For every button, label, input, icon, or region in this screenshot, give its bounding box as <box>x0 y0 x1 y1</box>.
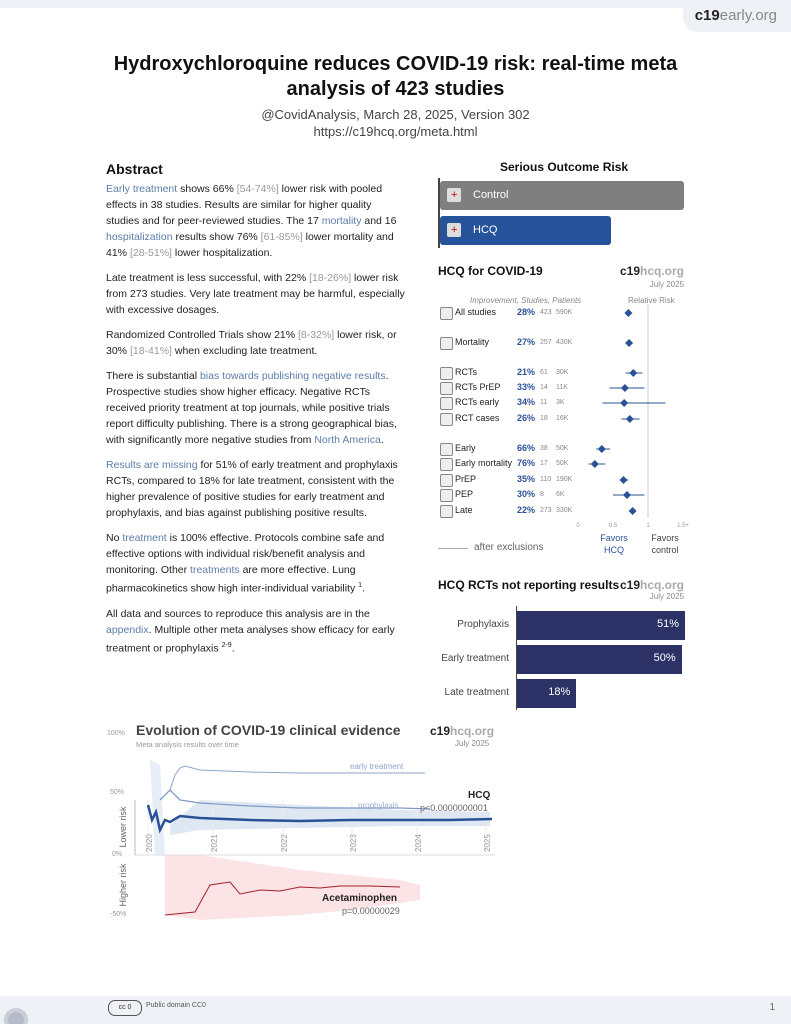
license-text: Public domain CC0 <box>146 1002 206 1009</box>
forest-row-improvement: 76% <box>517 458 536 468</box>
abstract-p1: Early treatment shows 66% [54-74%] lower risk with pooled effects in 38 studies. Results are similar for higher quality studies and for peer-reviewed studies. The 17 mortality and 16 hospitalization results show 76% [61-85%] lower mortality and 41% [28-51%] lower hospitalization. <box>106 183 397 259</box>
not-reporting-brand: c19hcq.org <box>619 578 684 592</box>
link-appendix[interactable]: appendix <box>106 623 149 636</box>
acetaminophen-label: Acetaminophen <box>322 893 398 904</box>
evolution-date: July 2025 <box>455 739 490 748</box>
prophylaxis-label: prophylaxis <box>358 801 399 810</box>
abstract-p7: All data and sources to reproduce this analysis are in the appendix. Multiple other meta analyses show efficacy for early treatment or prophylaxis $^{2-9}$. <box>106 607 395 654</box>
abstract-p4: There is substantial bias towards publishing negative results. Prospective studies show higher efficacy. Negative RCTs received priority treatment at top journals, while positive trials report difficulty publishing. There is a strong geographical bias, with significantly more negative studies from North America. <box>106 370 397 446</box>
forest-tick-label: 0 <box>576 523 580 529</box>
abstract-p3: Randomized Controlled Trials show 21% [8-32%] lower risk, or 30% [18-41%] when excluding late treatment. <box>106 329 397 357</box>
evo-y0: 0% <box>112 851 123 858</box>
link-results-missing[interactable]: Results are missing <box>106 459 198 471</box>
forest-row-studies: 17 <box>540 460 548 467</box>
forest-row-label: RCT cases <box>455 413 500 423</box>
forest-row-label: Mortality <box>455 337 490 347</box>
evolution-brand: c19hcq.org <box>430 724 495 738</box>
forest-row-patients: 50K <box>556 460 569 467</box>
forest-row-patients: 16K <box>556 415 569 422</box>
year-label: 2022 <box>280 834 289 852</box>
forest-row-label: Late <box>455 505 473 515</box>
not-reporting-date: July 2025 <box>649 592 684 601</box>
forest-row-improvement: 66% <box>517 443 536 453</box>
serious-outcome-title: Serious Outcome Risk <box>500 160 629 174</box>
forest-col-header: Improvement, Studies, Patients <box>470 296 582 305</box>
forest-row-improvement: 28% <box>517 307 536 317</box>
forest-tick-label: 0.5 <box>608 523 618 529</box>
forest-row-studies: 11 <box>540 399 548 406</box>
forest-row-improvement: 35% <box>517 474 536 484</box>
forest-row-label: All studies <box>455 307 497 317</box>
forest-brand: c19hcq.org <box>619 264 684 278</box>
year-label: 2021 <box>210 834 219 852</box>
forest-row-studies: 110 <box>540 476 552 483</box>
forest-row-studies: 273 <box>540 507 552 514</box>
forest-tick-label: 1 <box>646 523 650 529</box>
forest-row-studies: 18 <box>540 415 548 422</box>
forest-row-studies: 38 <box>540 445 548 452</box>
forest-row-patients: 190K <box>556 476 573 483</box>
cc-zero-icon[interactable]: cc 0 <box>108 1000 142 1016</box>
forest-row-patients: 6K <box>556 491 565 498</box>
link-early-treatment[interactable]: Early treatment <box>106 183 178 195</box>
forest-row-improvement: 30% <box>517 489 536 499</box>
forest-row-patients: 11K <box>556 384 568 391</box>
forest-row-studies: 423 <box>540 309 552 316</box>
forest-row-label: PrEP <box>455 474 477 484</box>
favors-hcq-label: Favors HCQ <box>600 533 628 555</box>
link-north-america[interactable]: North America <box>314 434 381 446</box>
nr-bar-label: Early treatment <box>441 653 509 664</box>
abstract-p6: No treatment is 100% effective. Protocols combine safe and effective options with individual risk/benefit analysis and monitoring. Other treatments are more effective. Lung pharmacokinetics show high inter-individual variability $^1$. <box>106 532 385 595</box>
nr-bar-value: 51% <box>656 618 679 630</box>
abstract-p5: Results are missing for 51% of early treatment and prophylaxis RCTs, compared to 18% for late treatment, consistent with the higher prevalence of positive studies for early treatment and prophylaxis, and bias against publishing positive results. <box>106 459 398 519</box>
evo-yn50: -50% <box>110 911 127 918</box>
forest-row-label: RCTs <box>455 367 477 377</box>
evo-y100: 100% <box>107 730 125 737</box>
virus-icon <box>0 996 40 1024</box>
forest-row-patients: 50K <box>556 445 569 452</box>
evolution-title: Evolution of COVID-19 clinical evidence <box>136 722 401 738</box>
after-exclusions-label: after exclusions <box>474 542 544 553</box>
forest-row-label: PEP <box>455 489 474 499</box>
year-label: 2025 <box>483 834 492 852</box>
link-treatment[interactable]: treatment <box>122 532 167 544</box>
year-label: 2024 <box>414 834 423 852</box>
forest-row-improvement: 26% <box>517 413 536 423</box>
page-url[interactable]: https://c19hcq.org/meta.html <box>313 124 478 139</box>
page-title: Hydroxychloroquine reduces COVID-19 risk: real-time meta analysis of 423 studies <box>113 53 678 100</box>
forest-row-label: Early <box>455 443 476 453</box>
hospital-icon: + <box>447 188 461 202</box>
evo-y50: 50% <box>110 789 125 796</box>
forest-row-studies: 8 <box>540 491 544 498</box>
page-number: 1 <box>769 1002 775 1013</box>
hcq-p-value: p<0.0000000001 <box>420 803 488 813</box>
forest-row-patients: 590K <box>556 309 573 316</box>
abstract-heading: Abstract <box>106 161 163 177</box>
link-mortality[interactable]: mortality <box>321 215 362 227</box>
forest-row-studies: 14 <box>540 384 548 391</box>
evolution-subtitle: Meta analysis results over time <box>136 740 239 749</box>
forest-row-label: RCTs early <box>455 397 500 407</box>
hcq-label: HCQ <box>473 224 498 236</box>
abstract-p2: Late treatment is less successful, with 22% [18-26%] lower risk from 273 studies. Very late treatment may be harmful, especially with excessive dosages. <box>106 272 405 316</box>
nr-bar-label: Prophylaxis <box>457 619 509 630</box>
forest-row-patients: 3K <box>556 399 565 406</box>
link-treatments[interactable]: treatments <box>190 564 240 576</box>
not-reporting-title: HCQ RCTs not reporting results <box>438 578 620 592</box>
forest-row-improvement: 21% <box>517 367 536 377</box>
hcq-series-label: HCQ <box>468 790 491 801</box>
year-label: 2023 <box>349 834 358 852</box>
forest-date: July 2025 <box>649 280 684 289</box>
nr-bar-value: 50% <box>653 652 676 664</box>
link-hospitalization[interactable]: hospitalization <box>106 231 173 243</box>
control-label: Control <box>473 189 509 201</box>
forest-row-improvement: 34% <box>517 397 536 407</box>
lower-risk-label: Lower risk <box>118 806 128 848</box>
forest-title: HCQ for COVID-19 <box>438 264 543 278</box>
forest-row-patients: 330K <box>556 507 573 514</box>
nr-bar-value: 18% <box>548 686 571 698</box>
forest-row-studies: 61 <box>540 369 548 376</box>
acetaminophen-p-value: p=0.00000029 <box>342 906 400 916</box>
early-treatment-label: early treatment <box>350 762 404 771</box>
forest-rr-header: Relative Risk <box>628 296 675 305</box>
forest-row-label: RCTs PrEP <box>455 382 501 392</box>
favors-control-label: Favors control <box>651 533 679 555</box>
forest-row-patients: 430K <box>556 339 573 346</box>
forest-row-improvement: 27% <box>517 337 536 347</box>
link-bias[interactable]: bias towards publishing negative results <box>199 370 386 382</box>
byline: @CovidAnalysis, March 28, 2025, Version 302 <box>261 107 530 122</box>
higher-risk-label: Higher risk <box>118 863 128 907</box>
hospital-icon: + <box>447 223 461 237</box>
forest-row-improvement: 33% <box>517 382 536 392</box>
forest-row-patients: 30K <box>556 369 569 376</box>
forest-row-improvement: 22% <box>517 505 536 515</box>
forest-tick-label: 1.5+ <box>677 523 689 529</box>
forest-row-label: Early mortality <box>455 458 513 468</box>
year-label: 2020 <box>145 834 154 852</box>
site-logo[interactable]: c19early.org <box>694 7 777 24</box>
forest-row-studies: 257 <box>540 339 552 346</box>
nr-bar-label: Late treatment <box>444 687 509 698</box>
